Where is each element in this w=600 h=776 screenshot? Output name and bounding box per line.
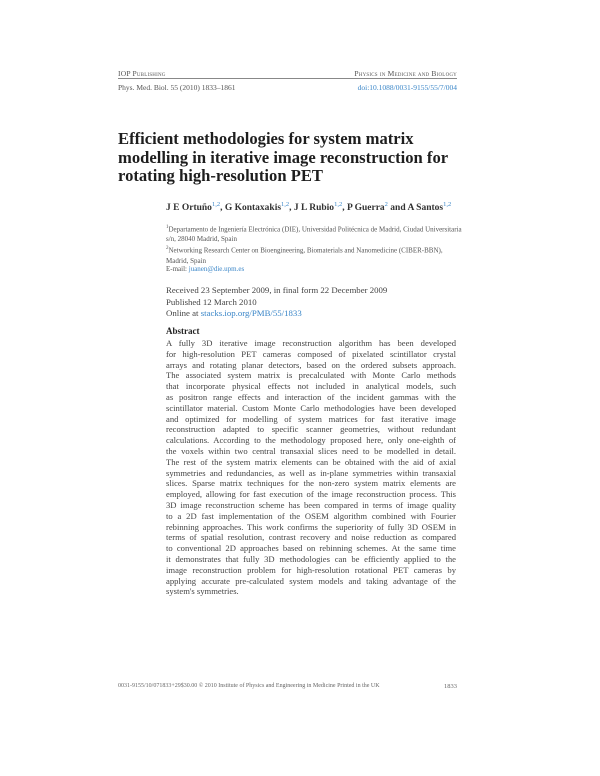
abstract-body [166, 338, 456, 597]
email-line [166, 265, 244, 273]
email-label: E-mail: [166, 265, 187, 273]
abstract-line: The associated system matrix is precalculated with Monte Carlo methods [166, 370, 456, 381]
abstract-line: image reconstruction problem for high-resolution rotational PET cameras by [166, 564, 456, 575]
author: J L Rubio$^{1,2}$ [293, 201, 343, 214]
author: J E Ortuño$^{1,2}$ [166, 201, 221, 214]
doi-link[interactable]: doi:10.1088/0031-9155/55/7/004 [357, 83, 457, 92]
author: P Guerra$^2$ [346, 201, 388, 214]
abstract-line: rebinning approaches. This work confirms the superiority of fully 3D OSEM in [166, 521, 456, 532]
header-rule [118, 78, 457, 79]
abstract-line: to a 2D fast implementation of the OSEM algorithm combined with Fourier [166, 510, 456, 521]
received-date: Received 23 September 2009, in final form 22 December 2009 [166, 285, 388, 295]
abstract-line: for high-resolution PET cameras composed of pixelated scintillator crystal [166, 348, 456, 359]
abstract-line: symmetries and redundancies, as well as in-plane symmetries within transaxial [166, 467, 456, 478]
abstract-heading: Abstract [166, 326, 200, 336]
abstract-line: 3D image reconstruction scheme has been compared in terms of image quality [166, 499, 456, 510]
abstract-line: as positron range effects and interaction of the incident gammas with the [166, 391, 456, 402]
online-link[interactable]: stacks.iop.org/PMB/55/1833 [200, 308, 302, 318]
abstract-line: The rest of the system matrix elements can be obtained with the aid of axial [166, 456, 456, 467]
abstract-line: employed, allowing for fast execution of the image reconstruction process. This [166, 489, 456, 500]
abstract-line: reconstruction adapted to specific scanner geometries, without redundant [166, 424, 456, 435]
abstract-line: calculations. According to the methodology proposed here, only one-eighth of [166, 435, 456, 446]
abstract-line: system's symmetries. [166, 586, 239, 597]
online-line: Online at stacks.iop.org/PMB/55/1833 [166, 308, 302, 318]
journal-name: Physics in Medicine and Biology [354, 69, 457, 78]
abstract-line: that incorporate physical effects not included in analytical models, such [166, 381, 456, 392]
email-link[interactable]: juanen@die.upm.es [188, 265, 245, 273]
copyright-line: 0031-9155/10/071833+29$30.00 © 2010 Institute of Physics and Engineering in Medicine Printed in the UK [118, 683, 380, 689]
publisher-name: IOP Publishing [118, 69, 166, 78]
abstract-line: slices. Sparse matrix techniques for the non-zero system matrix elements are [166, 478, 456, 489]
affiliation: $^1$Departamento de Ingeniería Electrónica (DIE), Universidad Politécnica de Madrid, Ciudad Universitaria s/n, 28040 Madrid, Spain [166, 225, 462, 244]
abstract-line: to conventional 2D approaches based on rebinning schemes. At the same time [166, 543, 456, 554]
affiliation: $^2$Networking Research Center on Bioengineering, Biomaterials and Nanomedicine (CIBER-BBN), Madrid, Spain [166, 246, 443, 265]
citation: Phys. Med. Biol. 55 (2010) 1833–1861 [118, 83, 236, 92]
author: G Kontaxakis$^{1,2}$ [224, 201, 290, 214]
abstract-line: and optimized for modelling of system matrices for fast iterative image [166, 413, 456, 424]
abstract-line: arrays and rotating planar detectors, based on the ordered subsets approach. [166, 359, 456, 370]
author: A Santos$^{1,2}$ [407, 201, 452, 214]
author-list: J E Ortuño$^{1,2}$, G Kontaxakis$^{1,2}$, J L Rubio$^{1,2}$, P Guerra$^2$ and A Santos$^{1,2}$ [166, 201, 452, 214]
publication-dates [166, 285, 387, 320]
paper-title: Efficient methodologies for system matrix modelling in iterative image reconstruction for rotating high-resolution PET [118, 129, 448, 185]
abstract-line: applying accurate pre-calculated system models and taking advantage of the [166, 575, 456, 586]
abstract-line: terms of spatial resolution, contrast recovery and noise reduction as compared [166, 532, 456, 543]
abstract-line: the voxels within two central transaxial slices need to be modelled in detail. [166, 445, 456, 456]
published-date: Published 12 March 2010 [166, 296, 257, 307]
page-number: 1833 [444, 683, 457, 690]
abstract-line: it demonstrates that fully 3D methodologies can be efficiently applied to the [166, 553, 456, 564]
abstract-line: scintillator material. Custom Monte Carlo methodologies have been developed [166, 402, 456, 413]
abstract-line: A fully 3D iterative image reconstruction algorithm has been developed [166, 338, 456, 348]
affiliations [166, 223, 466, 266]
